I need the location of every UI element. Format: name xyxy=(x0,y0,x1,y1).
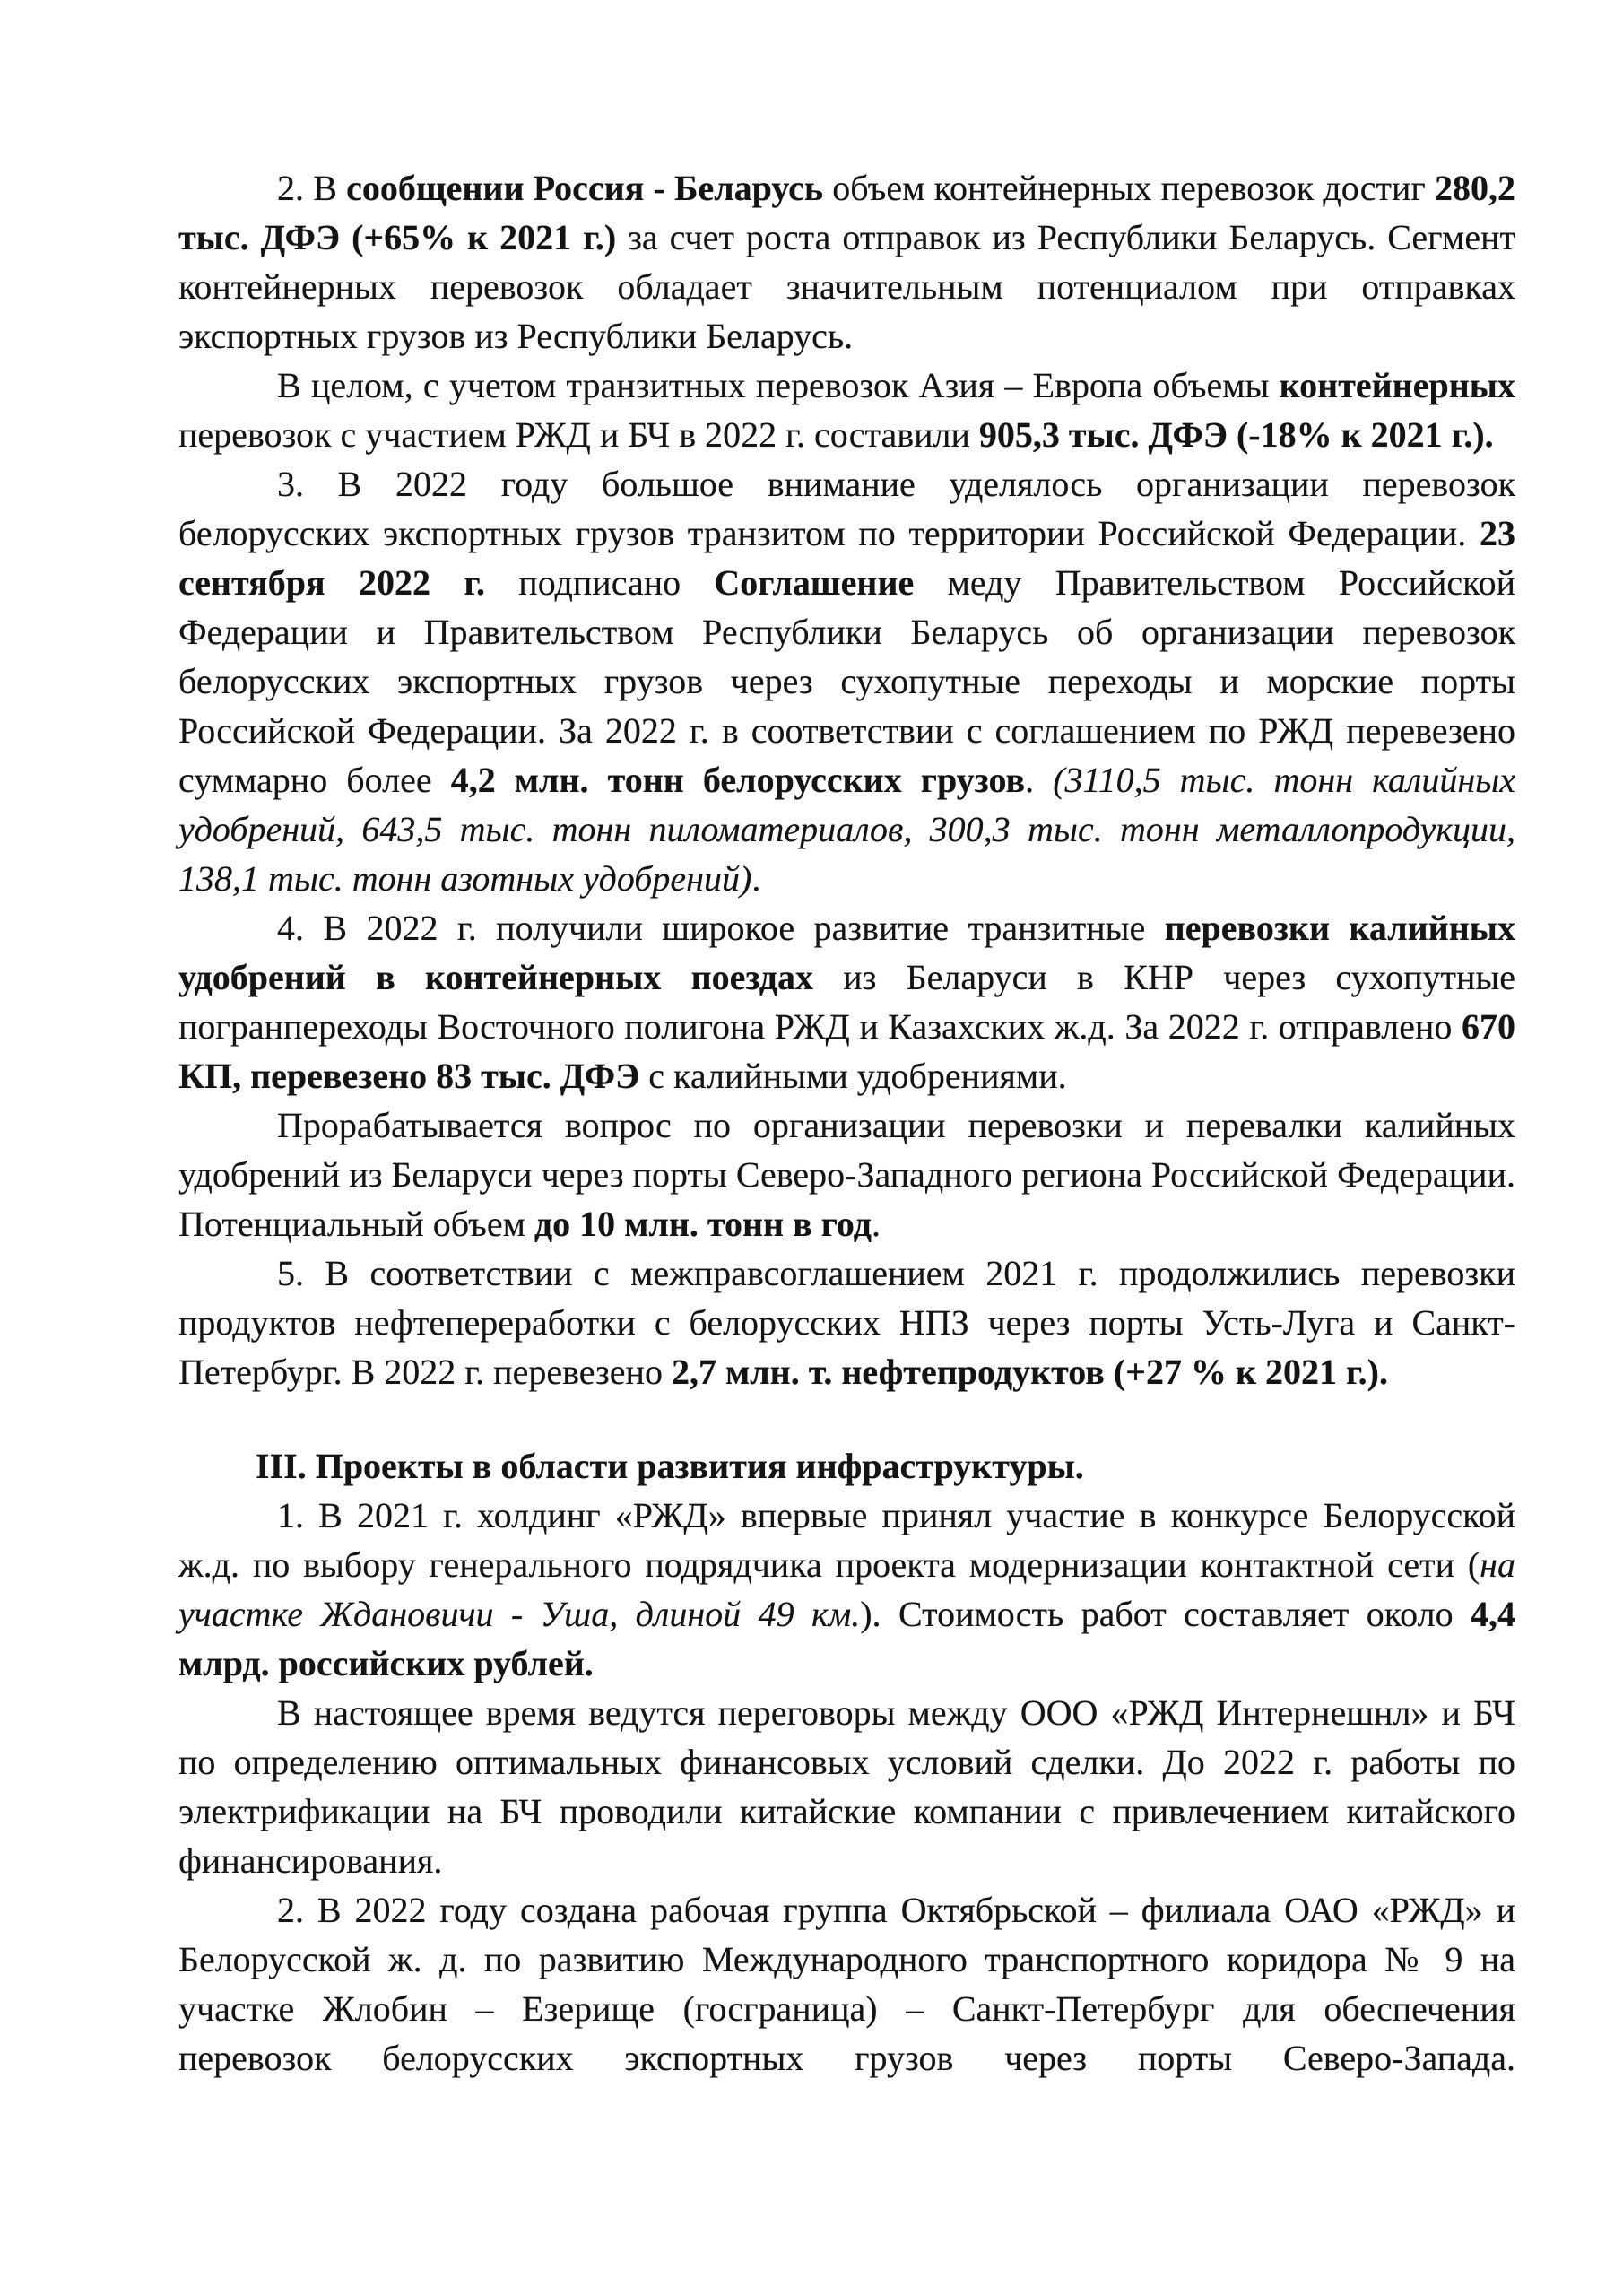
text-run: до 10 млн. тонн в год xyxy=(534,1204,872,1244)
text-run: 2,7 млн. т. нефтепродуктов (+27 % к 2021 г.). xyxy=(671,1352,1388,1392)
text-run: за счет роста отправок из Республики Беларусь. Сегмент контейнерных перевозок обладает значительным потенциалом при отправках экспортных грузов из Республики Беларусь. xyxy=(178,217,1515,356)
text-run: Соглашение xyxy=(714,562,915,603)
text-run: 4,4 млрд. российских рублей. xyxy=(178,1594,1515,1683)
text-run: перевозок с участием РЖД и БЧ в 2022 г. составили xyxy=(178,414,979,455)
text-run: 4. В 2022 г. получили широкое развитие транзитные xyxy=(277,908,1165,948)
text-run: 2. В xyxy=(277,168,347,208)
text-run: контейнерных xyxy=(1279,365,1515,405)
text-run: Прорабатывается вопрос по организации перевозки и перевалки калийных удобрений из Беларуси через порты Северо-Западного региона Российской Федерации. Потенциальный объем xyxy=(178,1105,1515,1244)
paragraph xyxy=(178,1100,1515,1248)
text-run: объем контейнерных перевозок достиг xyxy=(823,168,1436,208)
text-run: В настоящее время ведутся переговоры между ООО «РЖД Интернешнл» и БЧ по определению оптимальных финансовых условий сделки. До 2022 г. работы по электрификации на БЧ проводили китайские компании с привлечением китайского финансирования. xyxy=(178,1692,1515,1881)
paragraph xyxy=(178,1491,1515,1688)
text-run: 280,2 тыс. ДФЭ (+65% к 2021 г.) xyxy=(178,168,1516,257)
text-run: В целом, с учетом транзитных перевозок Азия – Европа объемы xyxy=(277,365,1280,405)
text-run: 3. В 2022 году большое внимание уделялось организации перевозок белорусских экспортных грузов транзитом по территории Российской Федерации. xyxy=(178,464,1515,553)
section-heading xyxy=(178,1441,1515,1491)
text-run: III. Проекты в области развития инфраструктуры. xyxy=(256,1446,1084,1486)
text-run: . xyxy=(871,1204,881,1244)
paragraph xyxy=(178,1688,1515,1885)
text-run: . xyxy=(751,858,761,899)
text-run: перевозки калийных удобрений в контейнерных поездах xyxy=(178,908,1516,997)
text-run: с калийными удобрениями. xyxy=(639,1056,1067,1096)
paragraph xyxy=(178,361,1515,459)
text-run: 4,2 млн. тонн белорусских грузов xyxy=(450,760,1026,800)
text-run: ). Стоимость работ составляет около xyxy=(860,1594,1471,1634)
text-run: (3110,5 тыс. тонн калийных удобрений, 643,5 тыс. тонн пиломатериалов, 300,3 тыс. тонн металлопродукции, 138,1 тыс. тонн азотных удобрений) xyxy=(178,760,1515,899)
paragraph xyxy=(178,1248,1515,1396)
text-run: 2. В 2022 году создана рабочая группа Октябрьской – филиала ОАО «РЖД» и Белорусской ж. д. по развитию Международного транспортного коридора № 9 на участке Жлобин – Езерище (госграница) – Санкт-Петербург для обеспечения перевозок белорусских экспортных грузов через порты Северо-Запада. xyxy=(178,1890,1515,2078)
text-run: . xyxy=(1025,760,1054,800)
text-run: на участке Ждановичи - Уша, длиной 49 км. xyxy=(178,1544,1515,1634)
paragraph xyxy=(178,1885,1515,2083)
text-run: 905,3 тыс. ДФЭ (-18% к 2021 г.). xyxy=(978,414,1494,455)
text-run: из Беларуси в КНР через сухопутные погранпереходы Восточного полигона РЖД и Казахских ж.д. За 2022 г. отправлено xyxy=(178,957,1515,1047)
document-text-block xyxy=(178,163,1515,2083)
text-run: 670 КП, перевезено 83 тыс. ДФЭ xyxy=(178,1006,1515,1096)
text-run: 23 сентября 2022 г. xyxy=(178,513,1515,603)
text-run: сообщении Россия - Беларусь xyxy=(346,168,824,208)
text-run: меду Правительством Российской Федерации и Правительством Республики Беларусь об организации перевозок белорусских экспортных грузов через сухопутные переходы и морские порты Российской Федерации. За 2022 г. в соответствии с соглашением по РЖД перевезено суммарно более xyxy=(178,562,1515,800)
paragraph xyxy=(178,903,1515,1100)
paragraph xyxy=(178,163,1515,361)
text-run: 1. В 2021 г. холдинг «РЖД» впервые принял участие в конкурсе Белорусской ж.д. по выбору генерального подрядчика проекта модернизации контактной сети ( xyxy=(178,1495,1515,1585)
text-run: подписано xyxy=(484,562,715,603)
paragraph xyxy=(178,459,1515,903)
text-run: 5. В соответствии с межправсоглашением 2021 г. продолжились перевозки продуктов нефтепереработки с белорусских НПЗ через порты Усть-Луга и Санкт-Петербург. В 2022 г. перевезено xyxy=(178,1253,1515,1392)
